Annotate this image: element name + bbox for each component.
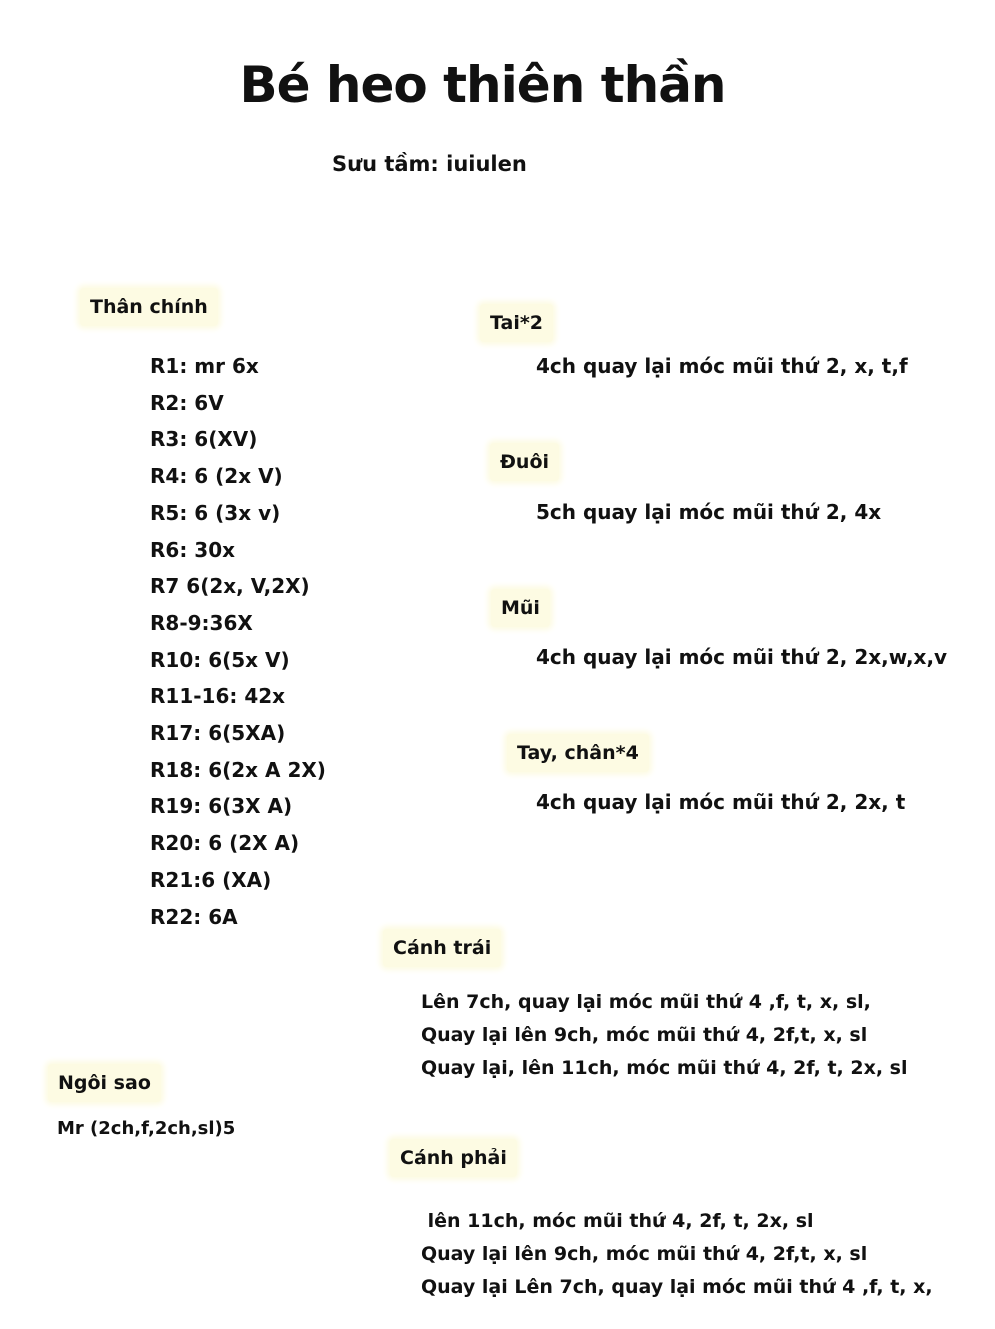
section-label-mui: Mũi	[491, 589, 550, 627]
mui-instruction: 4ch quay lại móc mũi thứ 2, 2x,w,x,v	[536, 645, 948, 669]
section-label-duoi: Đuôi	[490, 443, 559, 481]
row-r8-9: R8-9:36X	[150, 610, 253, 635]
canh-phai-line-3: Quay lại Lên 7ch, quay lại móc mũi thứ 4 ,f, t, x,	[421, 1276, 933, 1298]
row-r5: R5: 6 (3x v)	[150, 500, 281, 525]
row-r21: R21:6 (XA)	[150, 867, 272, 892]
row-r2: R2: 6V	[150, 390, 224, 415]
row-r17: R17: 6(5XA)	[150, 721, 286, 746]
canh-phai-instructions	[421, 1205, 933, 1304]
row-r10: R10: 6(5x V)	[150, 647, 290, 672]
row-r19: R19: 6(3X A)	[150, 794, 293, 819]
credit-line: Sưu tầm: iuiulen	[332, 152, 527, 176]
section-label-canh-trai: Cánh trái	[383, 929, 501, 967]
row-r1: R1: mr 6x	[150, 354, 259, 378]
tay-chan-instruction: 4ch quay lại móc mũi thứ 2, 2x, t	[536, 790, 906, 814]
page-title: Bé heo thiên thần	[239, 56, 726, 114]
ngoi-sao-instruction: Mr (2ch,f,2ch,sl)5	[57, 1118, 236, 1139]
row-r20: R20: 6 (2X A)	[150, 831, 300, 856]
section-label-tay-chan: Tay, chân*4	[507, 734, 649, 772]
canh-trai-line-2: Quay lại lên 9ch, móc mũi thứ 4, 2f,t, x, sl	[421, 1024, 868, 1046]
canh-trai-line-1: Lên 7ch, quay lại móc mũi thứ 4 ,f, t, x, sl,	[421, 991, 871, 1013]
tai-instruction: 4ch quay lại móc mũi thứ 2, x, t,f	[536, 354, 908, 378]
row-r3: R3: 6(XV)	[150, 427, 258, 452]
section-label-canh-phai: Cánh phải	[390, 1139, 517, 1177]
row-r18: R18: 6(2x A 2X)	[150, 757, 326, 782]
row-r22: R22: 6A	[150, 904, 238, 929]
canh-phai-line-1: lên 11ch, móc mũi thứ 4, 2f, t, 2x, sl	[421, 1210, 814, 1232]
canh-phai-line-2: Quay lại lên 9ch, móc mũi thứ 4, 2f,t, x, sl	[421, 1243, 868, 1265]
section-label-tai: Tai*2	[480, 304, 553, 342]
section-label-than-chinh: Thân chính	[80, 288, 218, 326]
than-chinh-rows	[150, 348, 326, 935]
canh-trai-line-3: Quay lại, lên 11ch, móc mũi thứ 4, 2f, t, 2x, sl	[421, 1057, 908, 1079]
canh-trai-instructions	[421, 986, 908, 1085]
row-r4: R4: 6 (2x V)	[150, 464, 283, 489]
row-r6: R6: 30x	[150, 537, 236, 562]
duoi-instruction: 5ch quay lại móc mũi thứ 2, 4x	[536, 500, 882, 524]
row-r7: R7 6(2x, V,2X)	[150, 574, 310, 599]
section-label-ngoi-sao: Ngôi sao	[48, 1064, 161, 1102]
row-r11-16: R11-16: 42x	[150, 684, 286, 709]
